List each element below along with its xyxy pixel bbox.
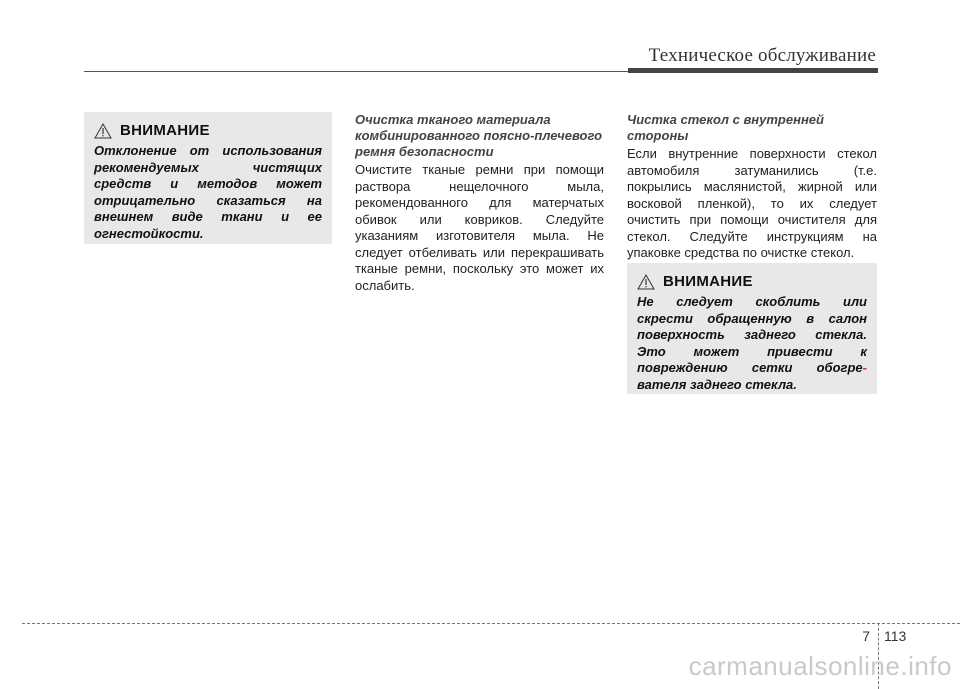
warning-text-hyphen: - — [862, 360, 867, 375]
warning-text — [637, 294, 867, 393]
page-number: 113 — [884, 628, 907, 644]
warning-box-1 — [84, 112, 332, 244]
warning-title: ВНИМАНИЕ — [663, 273, 753, 290]
warning-title: ВНИМАНИЕ — [120, 122, 210, 139]
section-title-belt-cleaning: Очистка тканого материала комбинированного поясно-плечевого ремня безопасности — [355, 112, 603, 159]
watermark: carmanualsonline.info — [688, 651, 952, 681]
warning-text-end: вателя заднего стекла. — [637, 376, 797, 392]
section-body-glass-cleaning: Если внутренние поверхности стекол автомобиля затуманились (т.е. покрылись маслянистой, жирной или восковой пленкой), то их следует очистить при помощи очистителя для стекол. Следуйте инструкциям на упаковке средства по очистке стекол. — [627, 146, 877, 260]
column-2 — [355, 112, 604, 294]
warning-text-main: Не следует скоблить или скрести обращенную в салон поверхность заднего стекла. Это может привести к повреждению сетки обогре — [637, 294, 867, 375]
header-rule-thick — [628, 68, 878, 73]
warning-text: Отклонение от использования рекомендуемых чистящих средств и методов может отрицательно сказаться на внешнем виде ткани и ее огнестойкости. — [94, 143, 322, 241]
footer-dashed-rule — [22, 623, 960, 624]
header-rule-thin — [84, 71, 644, 72]
warning-box-2 — [627, 263, 877, 394]
warning-heading — [637, 273, 867, 290]
warning-heading — [94, 122, 322, 139]
warning-triangle-icon — [94, 123, 112, 139]
header-title: Техническое обслуживание — [648, 45, 876, 66]
chapter-number: 7 — [862, 628, 870, 644]
section-body-belt-cleaning: Очистите тканые ремни при помощи раствора нещелочного мыла, рекомендованного для матерчатых обивок или ковриков. Следуйте указаниям изготовителя мыла. Не следует отбеливать или перекрашивать тканые ремни, поскольку это может их ослабить. — [355, 162, 604, 293]
warning-triangle-icon — [637, 274, 655, 290]
column-3 — [627, 112, 877, 262]
section-title-glass-cleaning: Чистка стекол с внутренней стороны — [627, 112, 824, 143]
